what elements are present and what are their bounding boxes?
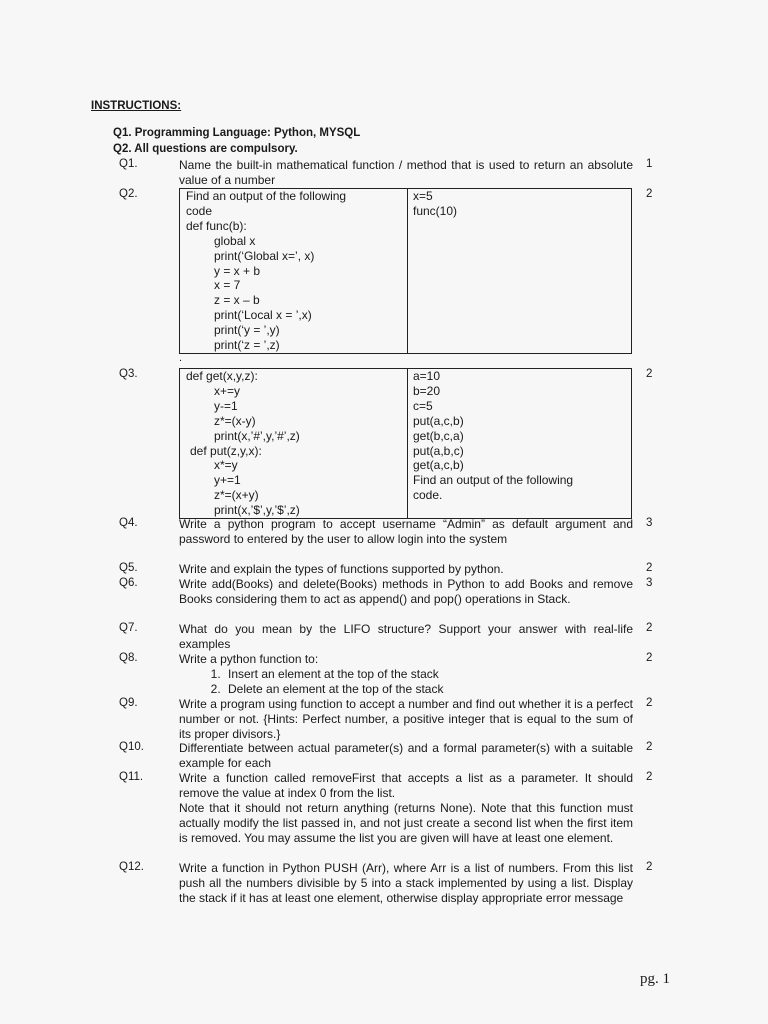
q2-code-table [179, 188, 632, 354]
code-line: print(‘y = ’,y) [214, 323, 280, 338]
question-number: Q5. [119, 562, 138, 574]
q2-code-right [413, 189, 457, 219]
code-line: print(‘Local x = ’,x) [214, 308, 312, 323]
question-marks: 2 [646, 652, 653, 664]
code-line: put(a,b,c) [413, 443, 464, 458]
code-line: b=20 [413, 383, 441, 398]
question-text: Write a python function to: [179, 652, 319, 666]
question-marks: 2 [646, 861, 653, 873]
list-item: 2. Delete an element at the top of the stack [224, 682, 633, 697]
code-line: func(10) [413, 203, 458, 218]
code-line: def put(z,y,x): [190, 443, 262, 458]
question-number: Q11. [119, 771, 144, 783]
code-line: global x [214, 233, 256, 248]
code-line: code. [413, 488, 443, 503]
list-item: 1. Insert an element at the top of the stack [224, 667, 633, 682]
code-line: def func(b): [186, 218, 247, 233]
instructions-heading: INSTRUCTIONS: [91, 100, 182, 112]
code-line: code [186, 203, 213, 218]
question-marks: 2 [646, 741, 653, 753]
question-number: Q1. [119, 158, 138, 170]
question-marks: 3 [646, 577, 653, 589]
code-line: Find an output of the following [186, 189, 347, 203]
code-line: c=5 [413, 398, 433, 413]
code-line: Find an output of the following [413, 473, 574, 488]
question-text: Name the built-in mathematical function / method that is used to return an absolute value of a number [179, 158, 633, 187]
question-number: Q12. [119, 861, 144, 873]
separator-dot: . [179, 352, 183, 364]
question-note: Note that it should not return anything (returns None). Note that this function must actually modify the list passed in, and not just create a second list when the first item is removed. You may assume the list you are given will have at least one element. [179, 801, 633, 845]
question-marks: 2 [646, 368, 653, 380]
question-marks: 2 [646, 188, 653, 200]
page-number: pg. 1 [640, 971, 670, 987]
code-line: z*=(x-y) [214, 413, 256, 428]
question-marks: 2 [646, 622, 653, 634]
code-line: get(a,c,b) [413, 458, 464, 473]
question-text: Write a program using function to accept a number and find out whether it is a perfect number or not. {Hints: Perfect number, a positive integer that is equal to the sum of its proper divisors.} [179, 697, 633, 741]
code-line: y-=1 [214, 398, 238, 413]
table-divider [407, 189, 408, 353]
q8-steps-list [179, 667, 633, 697]
code-line: x=5 [413, 189, 433, 203]
code-line: x*=y [214, 458, 238, 473]
question-number: Q8. [119, 652, 138, 664]
q3-code-right [413, 369, 573, 503]
question-number: Q7. [119, 622, 138, 634]
question-number: Q9. [119, 697, 138, 709]
code-line: z*=(x+y) [214, 488, 259, 503]
question-text: Write a function in Python PUSH (Arr), where Arr is a list of numbers. From this list push all the numbers divisible by 5 into a stack implemented by using a list. Display the stack if it has at least one element, otherwise display appropriate error message [179, 861, 633, 905]
question-number: Q10. [119, 741, 144, 753]
question-number: Q2. [119, 188, 138, 200]
question-marks: 2 [646, 697, 653, 709]
code-line: y = x + b [214, 263, 261, 278]
q3-code-left [186, 369, 300, 518]
code-line: print(x,’#’,y,’#’,z) [214, 428, 300, 443]
question-body [179, 652, 633, 697]
question-text: Write and explain the types of functions supported by python. [179, 562, 504, 576]
code-line: print(‘Global x=’, x) [214, 248, 315, 263]
question-text: Write a function called removeFirst that accepts a list as a parameter. It should remove the value at index 0 from the list. [179, 771, 633, 800]
code-line: put(a,c,b) [413, 413, 464, 428]
code-line: x+=y [214, 383, 241, 398]
q3-code-table [179, 368, 632, 519]
code-line: def get(x,y,z): [186, 369, 258, 383]
code-line: print(x,’$’,y,’$’,z) [214, 503, 300, 518]
instruction-line-1: Q1. Programming Language: Python, MYSQL [113, 127, 361, 139]
question-number: Q4. [119, 517, 138, 529]
table-divider [407, 369, 408, 518]
code-line: x = 7 [214, 278, 241, 293]
question-text: What do you mean by the LIFO structure? Support your answer with real-life examples [179, 622, 633, 651]
code-line: a=10 [413, 369, 441, 383]
q2-code-left [186, 189, 346, 353]
question-marks: 3 [646, 517, 653, 529]
question-text: Differentiate between actual parameter(s) and a formal parameter(s) with a suitable example for each [179, 741, 633, 770]
instruction-line-2: Q2. All questions are compulsory. [113, 143, 298, 155]
question-number: Q6. [119, 577, 138, 589]
question-marks: 2 [646, 562, 653, 574]
question-text: Write add(Books) and delete(Books) methods in Python to add Books and remove Books considering them to act as append() and pop() operations in Stack. [179, 577, 633, 606]
code-line: get(b,c,a) [413, 428, 464, 443]
code-line: print(‘z = ’,z) [214, 338, 280, 353]
code-line: y+=1 [214, 473, 241, 488]
question-number: Q3. [119, 368, 138, 380]
question-marks: 2 [646, 771, 653, 783]
question-marks: 1 [646, 158, 653, 170]
question-text: Write a python program to accept username “Admin” as default argument and password to entered by the user to allow login into the system [179, 517, 633, 546]
code-line: z = x – b [214, 293, 260, 308]
question-body [179, 771, 633, 846]
